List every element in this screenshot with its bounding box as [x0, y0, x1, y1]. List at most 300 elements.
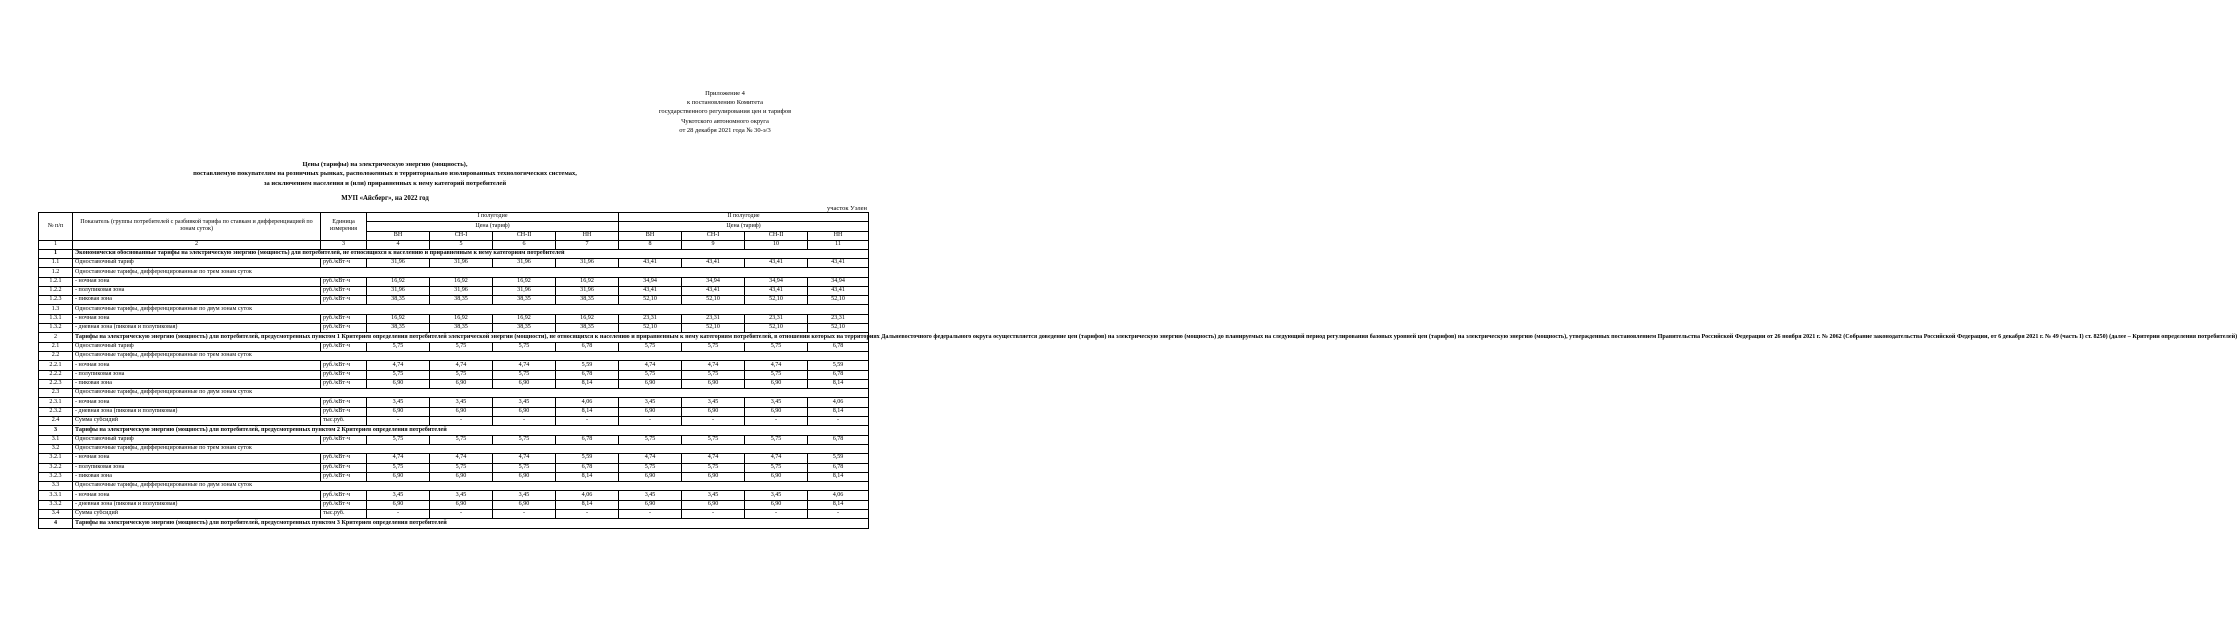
- row-label: - полупиковая зона: [73, 370, 321, 379]
- tariff-value: 4,06: [556, 398, 619, 407]
- row-unit: руб./кВт·ч: [321, 407, 367, 416]
- header-column-number: 4: [367, 240, 430, 249]
- row-unit: руб./кВт·ч: [321, 277, 367, 286]
- tariff-value: 8,14: [808, 379, 869, 388]
- header-column-number: 3: [321, 240, 367, 249]
- row-label: - пиковая зона: [73, 379, 321, 388]
- row-label: Тарифы на электрическую энергию (мощность) для потребителей, предусмотренных пунктом 1 Критериев определения потребителей электрической энергии (мощности), не относящихся к населению и приравненным к нему категориям потребителей, в отношении которых на территориях Дальневосточного федерального округа осуществляется доведение цен (тарифов) на электрическую энергию (мощность) до планируемых на следующий период регулирования базовых уровней цен (тарифов) на электрическую энергию (мощность), утвержденных постановлением Правительства Российской Федерации от 26 ноября 2021 г. № 2062 (Собрание законодательства Российской Федерации, от 6 декабря 2021 г. № 49 (часть I) ст. 8250) (далее – Критерии определения потребителей): [73, 333, 869, 342]
- tariff-value: 6,90: [682, 472, 745, 481]
- row-label: Одноставочный тариф: [73, 258, 321, 267]
- tariff-value: 8,14: [556, 379, 619, 388]
- document-title: [120, 160, 650, 188]
- row-unit: руб./кВт·ч: [321, 472, 367, 481]
- table-row: [39, 417, 869, 426]
- appendix-line: Чукотского автономного округа: [681, 117, 769, 125]
- table-row: [39, 519, 869, 528]
- tariff-value: 31,96: [493, 258, 556, 267]
- row-number: 2: [39, 333, 73, 342]
- tariff-value: 6,90: [682, 500, 745, 509]
- row-label: - полупиковая зона: [73, 286, 321, 295]
- row-number: 2.2.1: [39, 361, 73, 370]
- tariff-value: 23,31: [619, 314, 682, 323]
- tariff-value: 38,35: [493, 324, 556, 333]
- tariff-value: 6,90: [367, 472, 430, 481]
- tariff-value: 52,10: [808, 324, 869, 333]
- tariff-value: 38,35: [367, 296, 430, 305]
- row-unit: тыс.руб.: [321, 417, 367, 426]
- row-number: 3.3.2: [39, 500, 73, 509]
- row-label: Одноставочные тарифы, дифференцированные по трем зонам суток: [73, 268, 869, 277]
- row-label: - ночная зона: [73, 277, 321, 286]
- tariff-value: 5,75: [619, 370, 682, 379]
- tariff-value: 4,74: [430, 454, 493, 463]
- tariff-value: 23,31: [682, 314, 745, 323]
- header-column-number: 8: [619, 240, 682, 249]
- table-row: [39, 426, 869, 435]
- table-row: [39, 389, 869, 398]
- tariff-value: 4,74: [493, 361, 556, 370]
- row-unit: руб./кВт·ч: [321, 398, 367, 407]
- row-label: - ночная зона: [73, 361, 321, 370]
- tariff-value: 5,75: [430, 435, 493, 444]
- tariff-value: 6,90: [619, 500, 682, 509]
- tariff-value: -: [367, 510, 430, 519]
- row-number: 1.2.3: [39, 296, 73, 305]
- tariff-value: -: [430, 417, 493, 426]
- table-row: [39, 361, 869, 370]
- row-label: - дневная зона (пиковая и полупиковая): [73, 324, 321, 333]
- tariff-value: 6,90: [745, 472, 808, 481]
- tariff-value: 6,78: [808, 342, 869, 351]
- title-line: за исключением населения и (или) приравненных к нему категорий потребителей: [263, 179, 507, 187]
- tariff-value: 43,41: [682, 286, 745, 295]
- tariff-value: 5,75: [745, 463, 808, 472]
- row-label: Тарифы на электрическую энергию (мощность) для потребителей, предусмотренных пунктом 3 Критериев определения потребителей: [73, 519, 869, 528]
- header-unit: Единица измерения: [321, 213, 367, 241]
- row-number: 3.2.2: [39, 463, 73, 472]
- table-row: [39, 510, 869, 519]
- tariff-value: 38,35: [556, 296, 619, 305]
- table-row: [39, 444, 869, 453]
- tariff-value: -: [808, 510, 869, 519]
- tariff-value: 31,96: [556, 258, 619, 267]
- row-label: Одноставочные тарифы, дифференцированные по двум зонам суток: [73, 389, 869, 398]
- tariff-value: 31,96: [556, 286, 619, 295]
- tariff-value: 4,74: [430, 361, 493, 370]
- row-unit: руб./кВт·ч: [321, 342, 367, 351]
- table-row: [39, 351, 869, 360]
- tariff-value: 43,41: [745, 286, 808, 295]
- row-label: Сумма субсидий: [73, 417, 321, 426]
- row-label: Одноставочные тарифы, дифференцированные по двум зонам суток: [73, 305, 869, 314]
- tariff-value: 5,75: [367, 342, 430, 351]
- tariff-value: 16,92: [367, 314, 430, 323]
- tariff-value: 4,74: [619, 454, 682, 463]
- tariff-value: -: [682, 417, 745, 426]
- header-level: ВН: [619, 231, 682, 240]
- tariff-value: 6,90: [682, 407, 745, 416]
- tariff-value: 3,45: [619, 491, 682, 500]
- tariff-value: 3,45: [745, 398, 808, 407]
- tariff-value: 52,10: [682, 296, 745, 305]
- tariff-value: 31,96: [367, 258, 430, 267]
- row-number: 2.2: [39, 351, 73, 360]
- tariff-value: 4,06: [556, 491, 619, 500]
- row-label: - ночная зона: [73, 314, 321, 323]
- row-number: 1.3: [39, 305, 73, 314]
- tariff-value: 31,96: [367, 286, 430, 295]
- row-unit: руб./кВт·ч: [321, 258, 367, 267]
- row-number: 2.3.1: [39, 398, 73, 407]
- row-label: - ночная зона: [73, 491, 321, 500]
- tariff-value: 8,14: [808, 472, 869, 481]
- tariff-value: 3,45: [682, 491, 745, 500]
- tariff-value: -: [367, 417, 430, 426]
- tariff-value: 6,78: [556, 435, 619, 444]
- table-row: [39, 324, 869, 333]
- tariff-value: -: [430, 510, 493, 519]
- tariff-value: 5,75: [493, 370, 556, 379]
- header-level: НН: [556, 231, 619, 240]
- row-label: - дневная зона (пиковая и полупиковая): [73, 500, 321, 509]
- row-unit: тыс.руб.: [321, 510, 367, 519]
- tariff-value: 5,75: [493, 342, 556, 351]
- appendix-line: Приложение 4: [705, 90, 745, 97]
- tariff-value: 6,90: [493, 379, 556, 388]
- tariff-value: -: [493, 510, 556, 519]
- row-unit: руб./кВт·ч: [321, 324, 367, 333]
- tariff-value: 5,75: [682, 463, 745, 472]
- tariff-value: 8,14: [556, 472, 619, 481]
- tariff-value: 6,90: [430, 472, 493, 481]
- tariff-value: 4,74: [367, 361, 430, 370]
- tariff-value: 5,59: [556, 361, 619, 370]
- row-number: 3.2.3: [39, 472, 73, 481]
- table-row: [39, 435, 869, 444]
- tariff-value: 6,90: [430, 379, 493, 388]
- row-unit: руб./кВт·ч: [321, 361, 367, 370]
- table-row: [39, 491, 869, 500]
- tariff-value: 31,96: [430, 258, 493, 267]
- tariff-value: 43,41: [808, 258, 869, 267]
- table-row: [39, 463, 869, 472]
- tariff-value: 5,75: [430, 463, 493, 472]
- row-unit: руб./кВт·ч: [321, 435, 367, 444]
- tariff-value: 6,90: [430, 407, 493, 416]
- row-number: 3: [39, 426, 73, 435]
- tariff-value: 16,92: [493, 277, 556, 286]
- tariff-value: 5,75: [367, 370, 430, 379]
- tariff-value: 4,74: [619, 361, 682, 370]
- row-number: 3.2.1: [39, 454, 73, 463]
- row-unit: руб./кВт·ч: [321, 491, 367, 500]
- table-row: [39, 277, 869, 286]
- header-level: СН-II: [745, 231, 808, 240]
- tariff-value: 4,74: [367, 454, 430, 463]
- header-indicator: Показатель (группы потребителей с разбивкой тарифа по ставкам и дифференциацией по зонам суток): [73, 213, 321, 241]
- row-label: Одноставочные тарифы, дифференцированные по двум зонам суток: [73, 482, 869, 491]
- row-number: 1.2.1: [39, 277, 73, 286]
- tariff-value: 6,90: [493, 500, 556, 509]
- appendix-line: от 28 декабря 2021 года № 30-э/3: [679, 126, 771, 134]
- tariff-value: 5,75: [430, 342, 493, 351]
- header-half1: I полугодие: [367, 213, 619, 222]
- row-number: 2.4: [39, 417, 73, 426]
- header-column-number: 7: [556, 240, 619, 249]
- tariff-value: 38,35: [556, 324, 619, 333]
- header-level: ВН: [367, 231, 430, 240]
- tariff-value: 8,14: [808, 407, 869, 416]
- tariff-value: 16,92: [493, 314, 556, 323]
- tariff-value: 5,75: [745, 370, 808, 379]
- header-level: СН-I: [430, 231, 493, 240]
- row-number: 3.3.1: [39, 491, 73, 500]
- tariff-value: 5,75: [745, 435, 808, 444]
- row-number: 3.1: [39, 435, 73, 444]
- tariff-value: 6,78: [556, 463, 619, 472]
- header-level: СН-II: [493, 231, 556, 240]
- row-number: 2.1: [39, 342, 73, 351]
- row-label: - полупиковая зона: [73, 463, 321, 472]
- tariff-value: 5,75: [682, 370, 745, 379]
- row-label: - пиковая зона: [73, 472, 321, 481]
- header-column-number: 5: [430, 240, 493, 249]
- tariff-value: 38,35: [493, 296, 556, 305]
- tariff-value: 3,45: [367, 398, 430, 407]
- row-label: - ночная зона: [73, 454, 321, 463]
- tariff-value: 5,75: [493, 435, 556, 444]
- row-unit: руб./кВт·ч: [321, 500, 367, 509]
- row-number: 1.2: [39, 268, 73, 277]
- site-label: участок Уэлен: [827, 205, 867, 212]
- tariff-value: 8,14: [556, 500, 619, 509]
- tariff-value: 31,96: [493, 286, 556, 295]
- tariff-value: -: [619, 417, 682, 426]
- row-number: 1.3.2: [39, 324, 73, 333]
- tariff-value: 5,75: [367, 435, 430, 444]
- tariff-value: 5,75: [619, 342, 682, 351]
- tariff-value: 6,78: [556, 342, 619, 351]
- tariff-value: 5,75: [367, 463, 430, 472]
- tariff-value: 6,78: [556, 370, 619, 379]
- header-column-number: 6: [493, 240, 556, 249]
- tariff-value: 43,41: [619, 258, 682, 267]
- tariff-value: 6,90: [367, 379, 430, 388]
- row-label: Одноставочный тариф: [73, 435, 321, 444]
- row-number: 4: [39, 519, 73, 528]
- tariff-value: -: [556, 417, 619, 426]
- tariff-value: 52,10: [682, 324, 745, 333]
- header-price-2: Цена (тариф): [619, 222, 869, 231]
- tariff-value: -: [493, 417, 556, 426]
- tariff-value: 3,45: [430, 398, 493, 407]
- header-num: № п/п: [39, 213, 73, 241]
- row-label: Тарифы на электрическую энергию (мощность) для потребителей, предусмотренных пунктом 2 Критериев определения потребителей: [73, 426, 869, 435]
- tariff-value: -: [808, 417, 869, 426]
- table-row: [39, 500, 869, 509]
- tariff-value: 52,10: [745, 296, 808, 305]
- tariff-value: 4,74: [745, 361, 808, 370]
- tariff-value: 31,96: [430, 286, 493, 295]
- tariff-value: 16,92: [430, 277, 493, 286]
- row-number: 1.3.1: [39, 314, 73, 323]
- row-label: Одноставочный тариф: [73, 342, 321, 351]
- tariff-value: 6,90: [619, 472, 682, 481]
- tariff-value: 4,74: [682, 361, 745, 370]
- table-row: [39, 296, 869, 305]
- table-row: [39, 305, 869, 314]
- tariff-value: 6,90: [493, 472, 556, 481]
- tariff-value: 6,90: [682, 379, 745, 388]
- tariff-value: 8,14: [808, 500, 869, 509]
- appendix-line: к постановлению Комитета: [687, 99, 763, 107]
- row-number: 2.3: [39, 389, 73, 398]
- tariff-value: 4,06: [808, 398, 869, 407]
- tariff-value: 6,90: [745, 379, 808, 388]
- tariff-value: -: [619, 510, 682, 519]
- tariff-value: 3,45: [682, 398, 745, 407]
- tariff-value: 3,45: [493, 491, 556, 500]
- table-row: [39, 379, 869, 388]
- row-unit: руб./кВт·ч: [321, 370, 367, 379]
- tariff-value: 38,35: [430, 324, 493, 333]
- table-row: [39, 286, 869, 295]
- tariff-value: 6,90: [367, 407, 430, 416]
- table-row: [39, 268, 869, 277]
- header-column-number: 10: [745, 240, 808, 249]
- tariff-value: 3,45: [619, 398, 682, 407]
- tariff-value: 5,75: [682, 435, 745, 444]
- header-column-number: 11: [808, 240, 869, 249]
- tariff-value: 6,90: [430, 500, 493, 509]
- tariff-value: 43,41: [619, 286, 682, 295]
- tariff-value: 4,74: [682, 454, 745, 463]
- table-row: [39, 407, 869, 416]
- table-row: [39, 333, 869, 342]
- tariff-value: 5,59: [808, 361, 869, 370]
- tariff-value: 43,41: [745, 258, 808, 267]
- title-line: поставляемую покупателям на розничных рынках, расположенных в территориально изолированных технологических системах,: [193, 170, 577, 178]
- tariff-value: 43,41: [682, 258, 745, 267]
- row-number: 3.2: [39, 444, 73, 453]
- row-number: 2.3.2: [39, 407, 73, 416]
- tariff-value: 4,74: [493, 454, 556, 463]
- tariff-value: 6,78: [808, 463, 869, 472]
- header-level: НН: [808, 231, 869, 240]
- tariff-value: 5,75: [619, 463, 682, 472]
- tariff-value: 6,90: [745, 500, 808, 509]
- header-level: СН-I: [682, 231, 745, 240]
- header-column-number: 1: [39, 240, 73, 249]
- row-unit: руб./кВт·ч: [321, 286, 367, 295]
- tariff-value: 38,35: [367, 324, 430, 333]
- tariff-value: 6,90: [493, 407, 556, 416]
- table-row: [39, 454, 869, 463]
- tariff-value: 52,10: [619, 324, 682, 333]
- tariff-value: 6,90: [619, 407, 682, 416]
- tariff-value: -: [556, 510, 619, 519]
- tariff-value: 5,75: [745, 342, 808, 351]
- tariff-value: -: [745, 417, 808, 426]
- row-number: 2.2.3: [39, 379, 73, 388]
- header-half2: II полугодие: [619, 213, 869, 222]
- tariff-value: 8,14: [556, 407, 619, 416]
- tariff-value: 6,78: [808, 370, 869, 379]
- tariff-value: 3,45: [367, 491, 430, 500]
- tariff-value: 16,92: [556, 314, 619, 323]
- table-row: [39, 370, 869, 379]
- row-number: 1.1: [39, 258, 73, 267]
- header-column-number: 9: [682, 240, 745, 249]
- row-label: - ночная зона: [73, 398, 321, 407]
- tariff-value: 6,90: [367, 500, 430, 509]
- table-row: [39, 314, 869, 323]
- table-row: [39, 398, 869, 407]
- tariff-value: 3,45: [430, 491, 493, 500]
- tariff-table: [38, 212, 2237, 529]
- row-number: 1.2.2: [39, 286, 73, 295]
- tariff-value: 52,10: [808, 296, 869, 305]
- tariff-value: 16,92: [367, 277, 430, 286]
- row-unit: руб./кВт·ч: [321, 296, 367, 305]
- tariff-value: 5,75: [493, 463, 556, 472]
- tariff-value: -: [745, 510, 808, 519]
- row-number: 3.3: [39, 482, 73, 491]
- tariff-value: 16,92: [430, 314, 493, 323]
- table-row: [39, 482, 869, 491]
- row-label: Сумма субсидий: [73, 510, 321, 519]
- row-label: Одноставочные тарифы, дифференцированные по трем зонам суток: [73, 351, 869, 360]
- title-line: Цены (тарифы) на электрическую энергию (мощность),: [302, 161, 468, 168]
- tariff-value: 4,06: [808, 491, 869, 500]
- header-price-1: Цена (тариф): [367, 222, 619, 231]
- tariff-value: 5,59: [808, 454, 869, 463]
- row-number: 1: [39, 249, 73, 258]
- table-row: [39, 342, 869, 351]
- tariff-value: 34,94: [745, 277, 808, 286]
- tariff-value: 34,94: [682, 277, 745, 286]
- tariff-value: 5,75: [430, 370, 493, 379]
- tariff-value: 34,94: [808, 277, 869, 286]
- row-unit: руб./кВт·ч: [321, 314, 367, 323]
- organization-title: МУП «Айсберг», на 2022 год: [341, 195, 429, 202]
- row-unit: руб./кВт·ч: [321, 379, 367, 388]
- tariff-value: 6,78: [808, 435, 869, 444]
- tariff-value: 4,74: [745, 454, 808, 463]
- tariff-value: 16,92: [556, 277, 619, 286]
- header-column-number: 2: [73, 240, 321, 249]
- tariff-value: 6,90: [619, 379, 682, 388]
- row-label: Одноставочные тарифы, дифференцированные по трем зонам суток: [73, 444, 869, 453]
- appendix-line: государственного регулирования цен и тарифов: [658, 108, 792, 116]
- table-row: [39, 258, 869, 267]
- tariff-value: 3,45: [493, 398, 556, 407]
- table-row: [39, 249, 869, 258]
- row-label: - дневная зона (пиковая и полупиковая): [73, 407, 321, 416]
- tariff-value: 38,35: [430, 296, 493, 305]
- row-number: 2.2.2: [39, 370, 73, 379]
- tariff-value: 23,31: [808, 314, 869, 323]
- tariff-value: 5,75: [619, 435, 682, 444]
- tariff-value: 23,31: [745, 314, 808, 323]
- tariff-value: 43,41: [808, 286, 869, 295]
- tariff-value: 6,90: [745, 407, 808, 416]
- tariff-value: 52,10: [619, 296, 682, 305]
- row-label: Экономически обоснованные тарифы на электрическую энергию (мощность) для потребителей, не относящихся к населению и приравненным к нему категориям потребителей: [73, 249, 869, 258]
- tariff-value: 3,45: [745, 491, 808, 500]
- row-unit: руб./кВт·ч: [321, 463, 367, 472]
- row-number: 3.4: [39, 510, 73, 519]
